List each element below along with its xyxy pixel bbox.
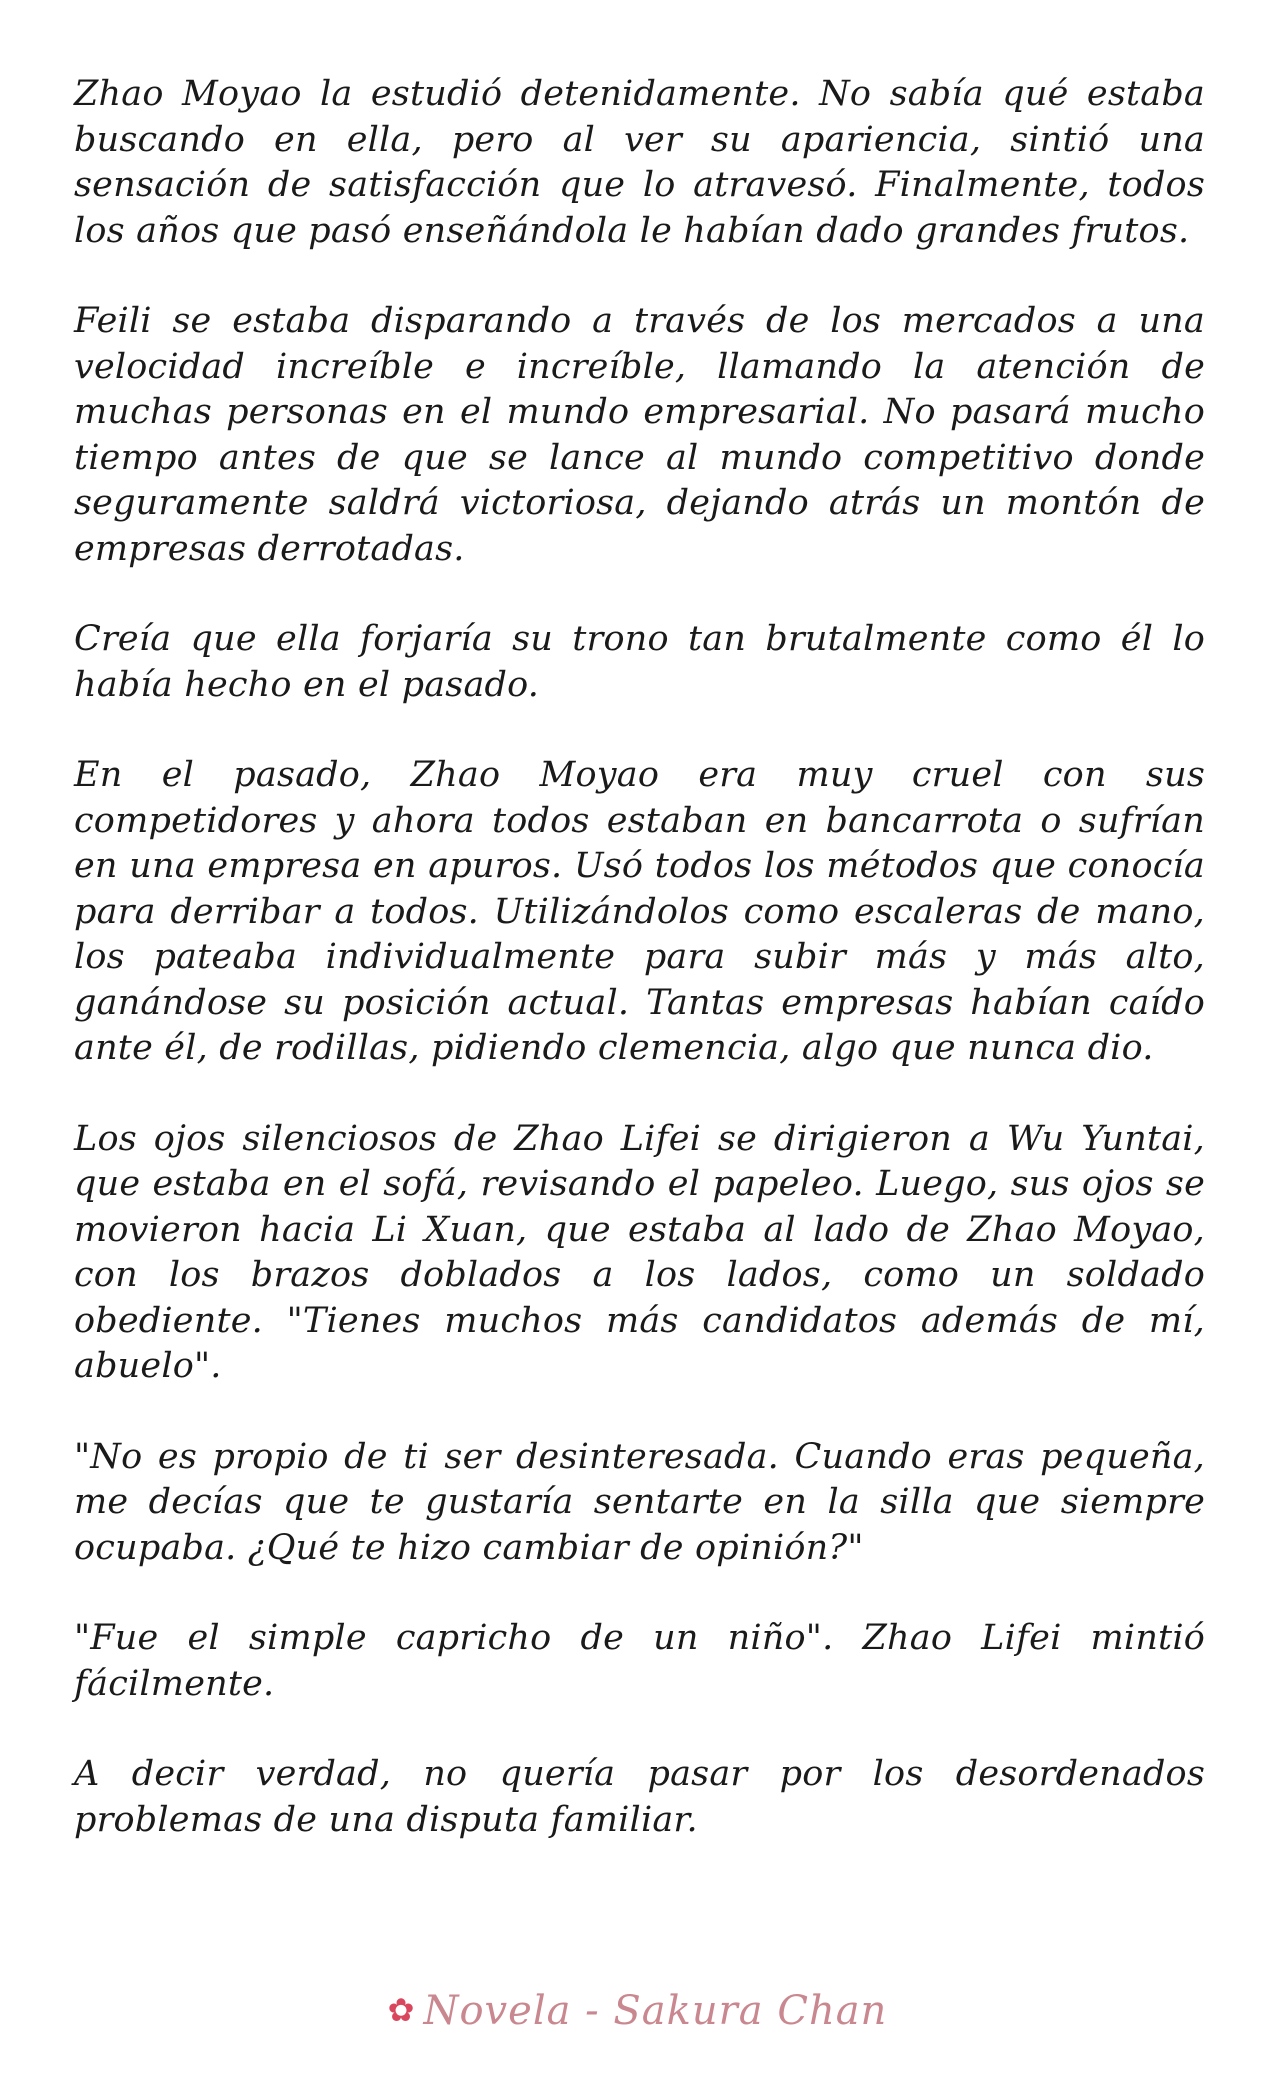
paragraph-6: "No es propio de ti ser desinteresada. Cuando eras pequeña, me decías que te gustaría sentarte en la silla que siempre ocupaba. ¿Qué te hizo cambiar de opinión?" (74, 1436, 1205, 1568)
paragraph-5: Los ojos silenciosos de Zhao Lifei se dirigieron a Wu Yuntai, que estaba en el sofá, revisando el papeleo. Luego, sus ojos se movieron hacia Li Xuan, que estaba al lado de Zhao Moyao, con los brazos doblados a los lados, como un soldado obediente. "Tienes muchos más candidatos además de mí, abuelo". (74, 1118, 1205, 1386)
sakura-flower-icon: ✿ (387, 1991, 416, 2029)
paragraph-7: "Fue el simple capricho de un niño". Zhao Lifei mintió fácilmente. (74, 1618, 1205, 1704)
paragraph-3: Creía que ella forjaría su trono tan brutalmente como él lo había hecho en el pasado. (74, 619, 1205, 705)
paragraph-1: Zhao Moyao la estudió detenidamente. No sabía qué estaba buscando en ella, pero al ver su apariencia, sintió una sensación de satisfacción que lo atravesó. Finalmente, todos los años que pasó enseñándola le habían dado grandes frutos. (74, 74, 1205, 251)
paragraph-2: Feili se estaba disparando a través de los mercados a una velocidad increíble e increíble, llamando la atención de muchas personas en el mundo empresarial. No pasará mucho tiempo antes de que se lance al mundo competitivo donde seguramente saldrá victoriosa, dejando atrás un montón de empresas derrotadas. (74, 301, 1205, 569)
watermark (0, 1988, 1275, 2034)
paragraph-8: A decir verdad, no quería pasar por los desordenados problemas de una disputa familiar. (74, 1754, 1205, 1840)
paragraph-4: En el pasado, Zhao Moyao era muy cruel con sus competidores y ahora todos estaban en bancarrota o sufrían en una empresa en apuros. Usó todos los métodos que conocía para derribar a todos. Utilizándolos como escaleras de mano, los pateaba individualmente para subir más y más alto, ganándose su posición actual. Tantas empresas habían caído ante él, de rodillas, pidiendo clemencia, algo que nunca dio. (74, 755, 1205, 1068)
watermark-text: Novela - Sakura Chan (423, 1988, 888, 2034)
document-body (74, 72, 1205, 1888)
